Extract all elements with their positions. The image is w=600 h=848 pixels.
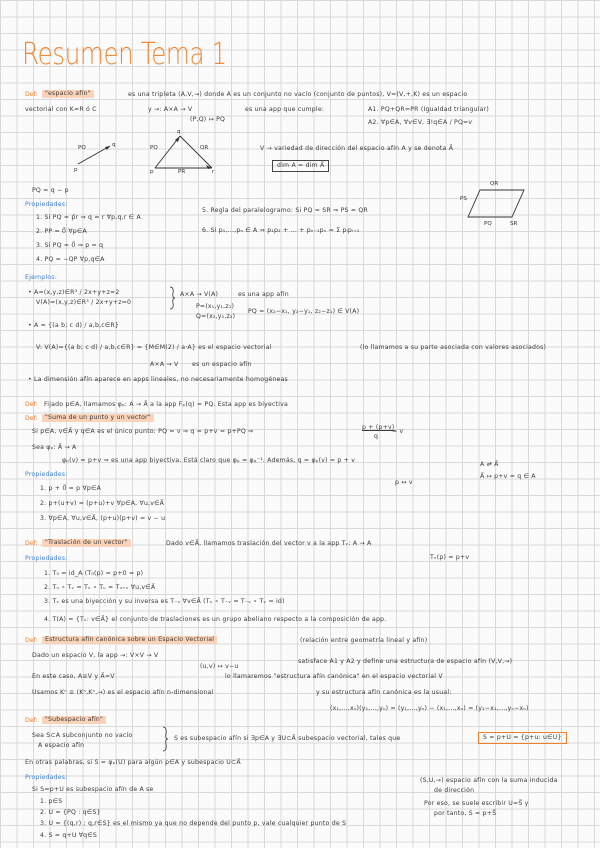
translation-text: Dado v∈A⃗, llamamos traslación del vector v a la app Tᵥ: A → A [166, 540, 372, 547]
props5-side-1: (S,U,→) espacio afín con la suma inducida [420, 777, 558, 784]
canonical-line-1c: satisface A1 y A2 y define una estructura de espacio afín (V,V,→) [298, 658, 513, 665]
tri-label-q: q [177, 129, 181, 135]
diagram-c: p ↔ v [395, 479, 413, 486]
props5-heading: Propiedades: [25, 774, 68, 781]
axiom-a1: A1. PQ+QR=PR (Igualdad triangular) [368, 106, 489, 113]
props1-heading: Propiedades: [25, 201, 68, 208]
prop5-item-4: 4. S = q+U ∀q∈S [40, 832, 98, 839]
example-3a: V: V(A)={(a b; c d) / a,b,c∈R} = {M∈M(2) / a·A} es el espacio vectorial [36, 344, 272, 351]
props5-side-4: por tanto, S = p+S⃗ [434, 810, 497, 817]
example-3d: es un espacio afín [192, 361, 252, 368]
prop1-item-4: 4. PQ = −QP ∀p,q∈A [36, 256, 105, 263]
page-title: Resumen Tema 1 [22, 37, 227, 72]
term-subspace: "Subespacio afín" [42, 716, 106, 724]
sum-line-1: Si p∈A, v∈A⃗ y q∈A es el único punto: PQ = v ⇒ q = p+v = p+PQ ⇒ [32, 428, 254, 435]
canonical-line-3a: Usamos Kⁿ ≡ (Kⁿ,Kⁿ,→) es el espacio afín n-dimensional [32, 689, 214, 696]
subspace-text: S es subespacio afín si ∃p∈A y ∃U⊂A⃗ subespacio vectorial, tales que [174, 735, 401, 742]
fig-label-q: q [112, 142, 116, 148]
example-3b: (lo llamamos a su parte asociada con valores asociados) [360, 344, 547, 351]
props5-intro: Si S=p+U es subespacio afín de A se [32, 786, 154, 793]
def-line-2b: y →: A×A → V [148, 106, 193, 113]
term-canonical: Estructura afín canónica sobre un Espacio Vectorial [42, 636, 217, 644]
example-1b: V(A)=(x,y,z)∈R³ / 2x+y+z=0 [36, 299, 132, 306]
subspace-box: S = p+U = {p+u: u∈U} [478, 732, 567, 744]
tri-label-qr: QR [200, 145, 209, 151]
prop3-item-3: 3. Tᵥ es una biyección y su inversa es T₋ᵥ ∀v∈A⃗ (Tᵥ ∘ T₋ᵥ = T₋ᵥ ∘ Tᵥ = id) [44, 598, 285, 605]
para-label-ps: PS [460, 196, 467, 202]
sum-line-2: Sea φₚ: A⃗ → A [32, 444, 77, 451]
prop5-item-3: 3. U = {(q,r) : q,r∈S} es el mismo ya que no depende del punto p, vale cualquier punto de S [40, 820, 347, 827]
example-1g: PQ = (x₂−x₁, y₂−y₁, z₂−z₁) ∈ V(A) [248, 308, 360, 315]
canonical-line-2a: En este caso, A≡V y A⃗=V [32, 673, 115, 680]
term-affine-space: "espacio afín" [42, 90, 94, 98]
props3-heading: Propiedades: [25, 555, 68, 562]
example-1e: P=(x₁,y₁,z₁) [196, 303, 235, 310]
fig-label-pq: PQ [78, 145, 86, 151]
tri-label-r: r [212, 169, 215, 175]
sum-line-3: φₚ(v) = p+v ⇒ es una app biyectiva. Está claro que φₚ = φₚ⁻¹. Además, q = φₚ(v) = p + v [62, 457, 356, 464]
example-4: • La dimensión afín aparece en apps lineales, no necesariamente homogéneas [28, 376, 288, 383]
canonical-line-1a: Dado un espacio V, la app →: V×V → V [32, 652, 159, 659]
prop2-item-1: 1. p + 0⃗ = p ∀p∈A [40, 485, 102, 492]
translation-map: Tᵥ(p) = p+v [430, 554, 470, 561]
prop1-item-3: 3. Si PQ = 0⃗ ⇒ p = q [36, 242, 104, 249]
props2-heading: Propiedades: [25, 471, 68, 478]
direction-text: V ⇢ variedad de dirección del espacio afín A y se denota A⃗ [260, 145, 454, 152]
def-line-2a: vectorial con K=R ó C [25, 106, 97, 113]
parallelogram-figure [462, 185, 532, 225]
canonical-line-2b: lo llamaremos "estructura afín canónica" en el espacio vectorial V [225, 673, 443, 680]
example-1d: es una app afín [238, 291, 289, 298]
sum-frac-after: = v [392, 428, 404, 435]
props5-side-2: de dirección [434, 787, 475, 794]
sum-frac-bottom: q [374, 433, 379, 440]
example-1f: Q=(x₂,y₂,z₂) [196, 313, 236, 320]
term-translation: "Traslación de un vector" [42, 539, 131, 547]
subspace-cond-1: Sea S⊂A subconjunto no vacío [32, 732, 133, 739]
def-line-2c: es una app que cumple: [245, 106, 325, 113]
def-label-translation: Def: [25, 540, 38, 547]
diagram-a: A ⇄ A⃗ [480, 461, 499, 468]
prop2-item-3: 3. ∀p∈A, ∀u,v∈A⃗, (p+u)(p+v) = v − u [40, 515, 166, 522]
def-label-canonical: Def: [25, 637, 38, 644]
example-1c: A×A → V(A) [180, 291, 219, 298]
para-label-sr: SR [510, 221, 518, 227]
example-3c: A×A → V [150, 361, 179, 368]
canonical-line-1b: (u,v) ↦ v−u [200, 663, 239, 670]
canonical-paren: (relación entre geometría lineal y afín) [300, 637, 428, 644]
def-label-subspace: Def: [25, 717, 38, 724]
def-line-1: es una tripleta (A,V,→) donde A es un conjunto no vacío (conjunto de puntos), V=(V,+,K) es un espacio [128, 91, 468, 98]
pq-equation: PQ = q − p [32, 187, 69, 194]
prop3-item-4: 4. T(A) = {Tᵥ: v∈A⃗} el conjunto de traslaciones es un grupo abeliano respecto a la composición de app. [44, 616, 387, 623]
map-label: (P,Q) ↦ PQ [190, 116, 226, 123]
para-label-pq: PQ [484, 221, 492, 227]
canonical-line-3b: y su estructura afín canónica es la usual: [316, 689, 452, 696]
prop3-item-1: 1. T₀ = id_A (T₀(p) = p+0 = p) [44, 570, 144, 577]
example-2: • A = {(a b; c d) / a,b,c∈R} [28, 322, 120, 329]
prop1-item-5: 5. Regla del paralelogramo: Si PQ = SR ⇒ PS = QR [202, 207, 368, 214]
brace-icon [168, 286, 176, 310]
prop5-item-1: 1. p∈S [40, 798, 63, 805]
dim-box: dim A = dim A⃗ [272, 160, 329, 172]
prop5-item-2: 2. U = {PQ : q∈S} [40, 809, 101, 816]
triangle-figure [150, 130, 220, 175]
para-label-qr: QR [490, 181, 499, 187]
example-1a: • A=(x,y,z)∈R³ / 2x+y+z=2 [28, 289, 120, 296]
prop1-item-2: 2. PP = 0⃗ ∀p∈A [36, 228, 87, 235]
phi-def-text: Fijado p∈A, llamamos φₚ: A → A⃗ a la app Fₚ(q) = PQ. Esta app es biyectiva [44, 401, 288, 408]
tri-label-pr: PR [178, 169, 186, 175]
sum-frac-top: p + (p+v) [362, 424, 395, 431]
prop2-item-2: 2. p+(u+v) = (p+u)+v ∀p∈A, ∀u,v∈A⃗ [40, 500, 165, 507]
subspace-line-2: En otras palabras, si S = φₚ(U) para algún p∈A y subespacio U⊂A⃗ [25, 759, 241, 766]
examples-heading: Ejemplos: [25, 274, 58, 281]
prop1-item-1: 1. Si PQ = p⃗r ⇒ q = r ∀p,q,r ∈ A [36, 214, 141, 221]
term-sum-point-vector: "Suma de un punto y un vector" [42, 414, 154, 422]
def-label-sum: Def: [25, 415, 38, 422]
def-label-phi: Def: [25, 401, 38, 408]
fig-label-p: p [74, 167, 78, 173]
prop1-item-6: 6. Si p₁,...,pₙ ∈ A ⇒ p₁p₂ + ... + pₙ₋₁pₙ = Σ pᵢpᵢ₊₁ [202, 227, 360, 234]
subspace-cond-2: A espacio afín [38, 742, 85, 749]
axiom-a2: A2. ∀p∈A, ∀v∈V, ∃!q∈A / PQ=v [368, 119, 473, 126]
prop3-item-2: 2. Tᵤ ∘ Tᵥ = Tᵥ ∘ Tᵤ = Tᵤ₊ᵥ ∀u,v∈A⃗ [44, 584, 156, 591]
def-label-affine-space: Def: [25, 91, 38, 98]
diagram-b: A⃗ ↦ p+v = q ∈ A [480, 473, 536, 480]
props5-side-3: Por eso, se suele escribir U=S⃗ y [424, 800, 529, 807]
brace-icon-2 [162, 726, 168, 752]
canonical-line-4: (x₁,...,xₙ)(y₁,...,yₙ) = (y₁,...,yₙ) − (x₁,...,xₙ) = (y₁−x₁,...,yₙ−xₙ) [330, 705, 529, 712]
tri-label-p: p [150, 169, 154, 175]
tri-label-pq: PQ [150, 145, 158, 151]
